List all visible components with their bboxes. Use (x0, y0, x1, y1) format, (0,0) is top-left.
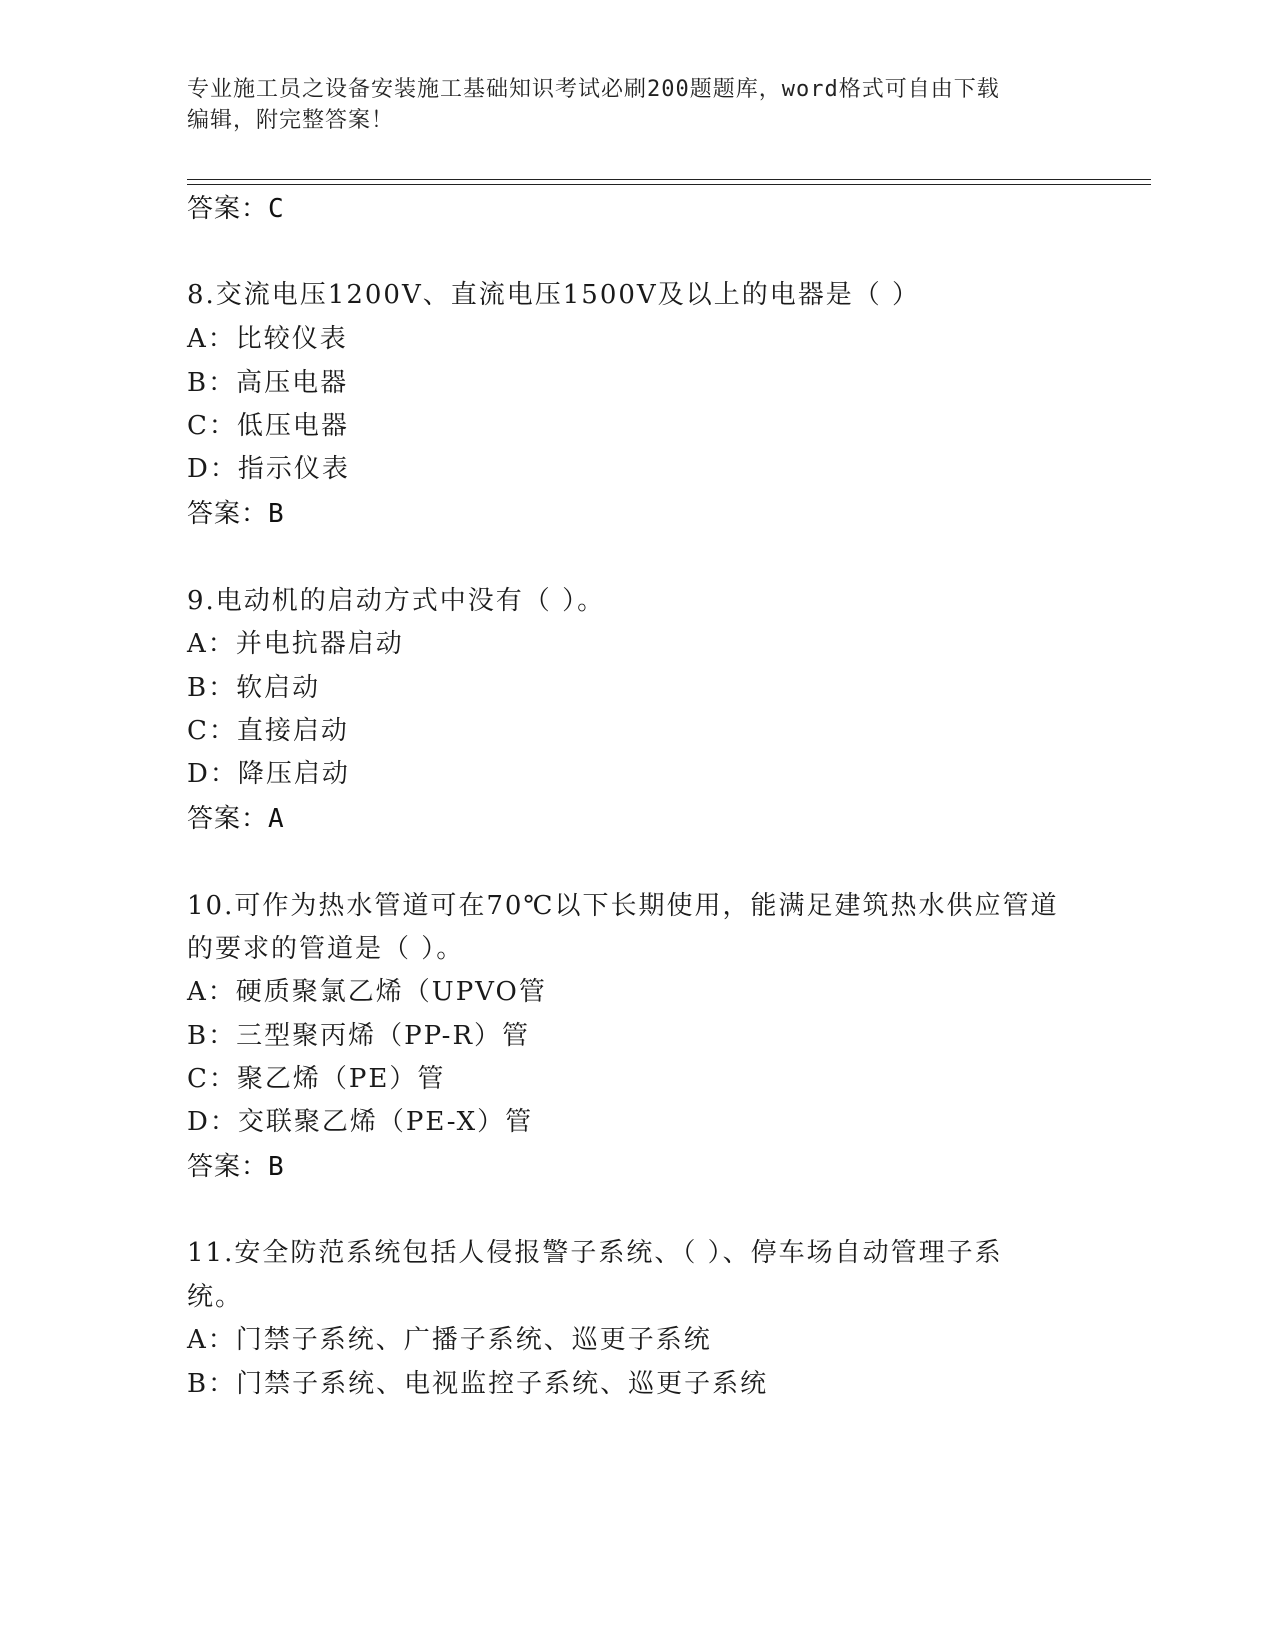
question-9-answer: 答案：A (187, 804, 285, 834)
question-10-answer: 答案：B (187, 1152, 285, 1182)
question-10-option-c: C：聚乙烯（PE）管 (187, 1064, 446, 1094)
question-9-option-a: A：并电抗器启动 (187, 629, 404, 659)
question-8-answer: 答案：B (187, 499, 285, 529)
question-11-text-line-2: 统。 (187, 1282, 244, 1312)
question-8-option-b: B：高压电器 (187, 368, 349, 398)
previous-answer: 答案：C (187, 194, 285, 224)
document-header (187, 74, 1067, 136)
question-10-option-a: A：硬质聚氯乙烯（UPVO管 (187, 977, 547, 1007)
question-11-text-line-1: 11.安全防范系统包括人侵报警子系统、（ ）、停车场自动管理子系 (187, 1238, 1003, 1268)
header-line-1: 专业施工员之设备安装施工基础知识考试必刷200题题库，word格式可自由下载 (187, 77, 1000, 102)
question-10-text-line-1: 10.可作为热水管道可在70℃以下长期使用，能满足建筑热水供应管道 (187, 891, 1059, 921)
question-11-option-b: B：门禁子系统、电视监控子系统、巡更子系统 (187, 1369, 769, 1399)
question-10-option-b: B：三型聚丙烯（PP-R）管 (187, 1021, 531, 1051)
question-8-option-c: C：低压电器 (187, 411, 349, 441)
question-10-text-line-2: 的要求的管道是（ ）。 (187, 934, 465, 964)
question-9-option-b: B：软启动 (187, 673, 321, 703)
question-9-option-c: C：直接启动 (187, 716, 349, 746)
question-8-option-d: D：指示仪表 (187, 454, 350, 484)
header-rule-bottom (187, 184, 1151, 185)
question-9-text: 9.电动机的启动方式中没有（ ）。 (187, 586, 606, 616)
question-9-option-d: D：降压启动 (187, 759, 350, 789)
question-8-option-a: A：比较仪表 (187, 324, 348, 354)
header-rule-top (187, 179, 1151, 180)
header-line-2: 编辑，附完整答案！ (187, 108, 395, 133)
question-11-option-a: A：门禁子系统、广播子系统、巡更子系统 (187, 1325, 712, 1355)
question-8-text: 8.交流电压1200V、直流电压1500V及以上的电器是（ ） (187, 280, 920, 310)
question-10-option-d: D：交联聚乙烯（PE-X）管 (187, 1107, 534, 1137)
